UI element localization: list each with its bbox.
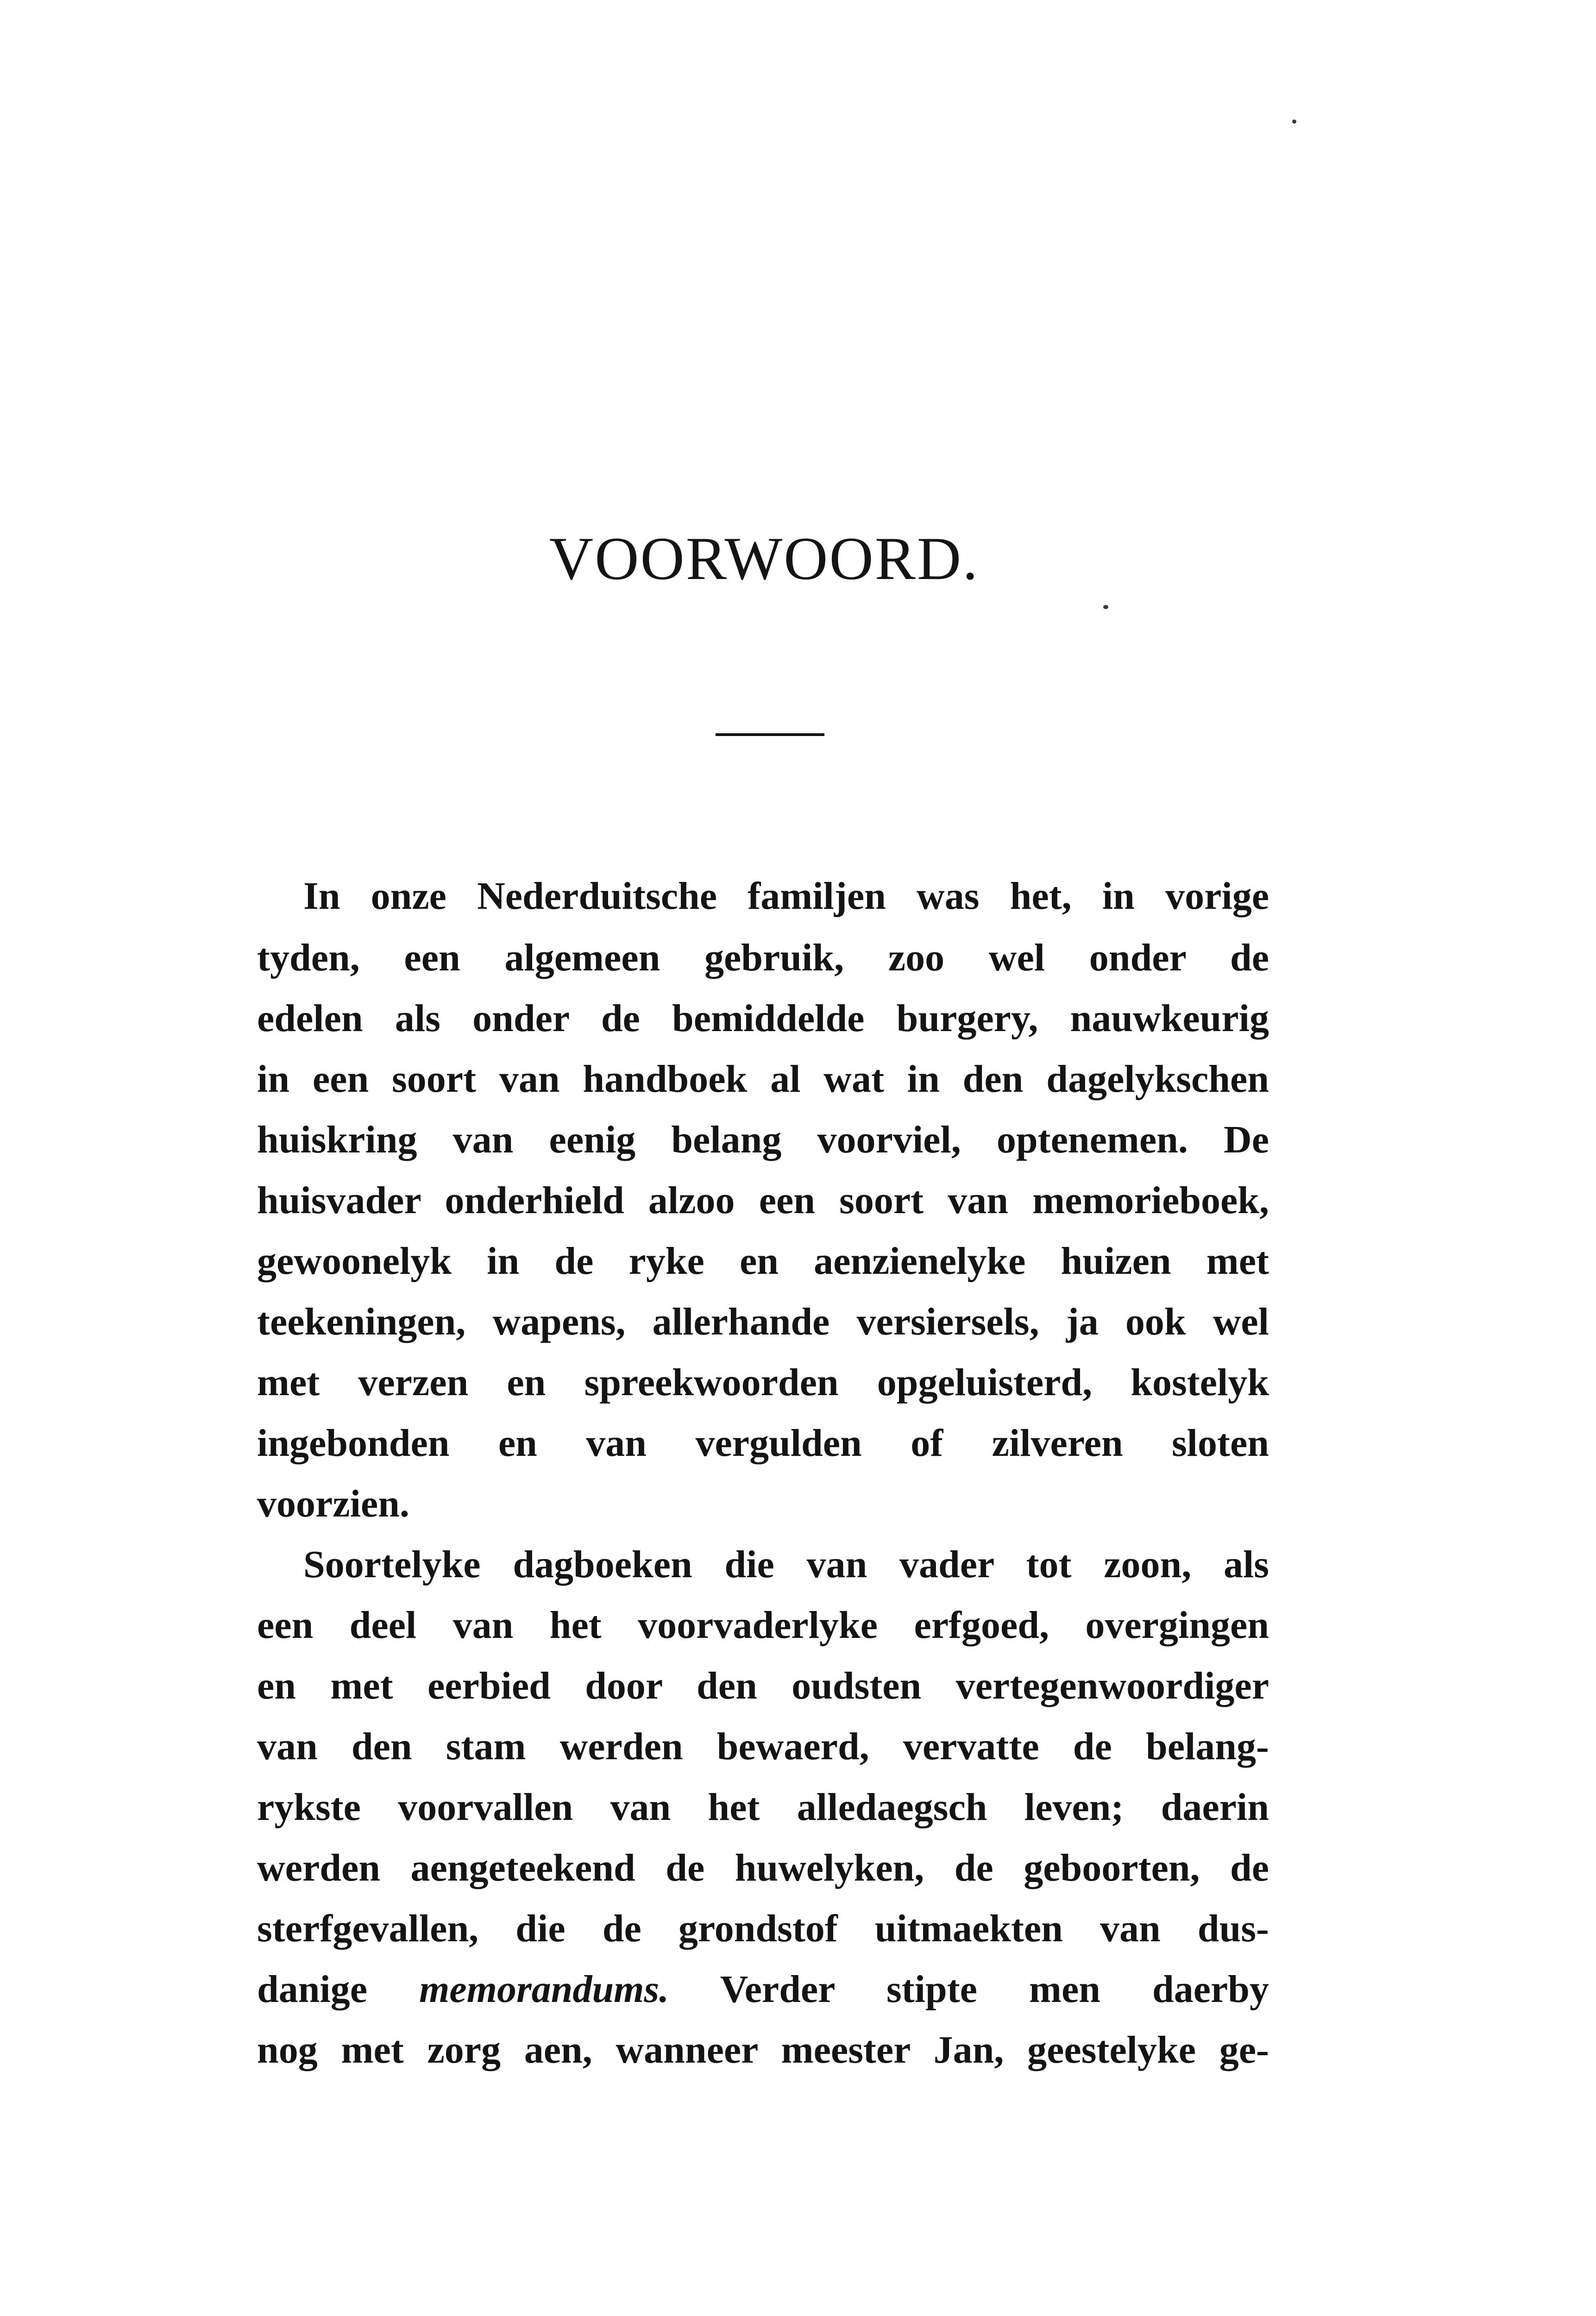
italic-term: memorandums. (419, 1968, 669, 2011)
paragraph-2-line-8 (257, 1970, 1269, 2009)
paragraph-2-line-5: rykste voorvallen van het alledaegsch leven; daerin (257, 1786, 1269, 1829)
paragraph-1-line-8: teekeningen, wapens, allerhande versiersels, ja ook wel (257, 1300, 1269, 1343)
paragraph-2-line-4: van den stam werden bewaerd, vervatte de belang- (257, 1725, 1269, 1768)
paragraph-2-line-3: en met eerbied door den oudsten vertegenwoordiger (257, 1664, 1269, 1707)
paragraph-2-line-2: een deel van het voorvaderlyke erfgoed, overgingen (257, 1604, 1269, 1647)
line-text-before-italic: danige (257, 1968, 420, 2011)
paragraph-2-line-6: werden aengeteekend de huwelyken, de geboorten, de (257, 1846, 1269, 1889)
paragraph-1-line-5: huiskring van eenig belang voorviel, optenemen. De (257, 1118, 1269, 1161)
paragraph-2-line-1: Soortelyke dagboeken die van vader tot zoon, als (303, 1543, 1269, 1586)
line-text-after-italic: Verder stipte men daerby (669, 1968, 1269, 2011)
paragraph-1-line-4: in een soort van handboek al wat in den dagelykschen (257, 1057, 1269, 1101)
paragraph-1-line-9: met verzen en spreekwoorden opgeluisterd, kostelyk (257, 1361, 1269, 1404)
scan-speck (1292, 120, 1296, 124)
paragraph-1-line-1: In onze Nederduitsche familjen was het, in vorige (303, 875, 1269, 918)
heading-divider (716, 733, 824, 736)
paragraph-1-line-7: gewoonelyk in de ryke en aenzienelyke huizen met (257, 1240, 1269, 1283)
paragraph-2-line-7: sterfgevallen, die de grondstof uitmaekten van dus- (257, 1907, 1269, 1950)
paragraph-1-line-3: edelen als onder de bemiddelde burgery, nauwkeurig (257, 997, 1269, 1040)
paragraph-1-line-6: huisvader onderhield alzoo een soort van memorieboek, (257, 1179, 1269, 1222)
page-title: VOORWOORD. (549, 524, 980, 592)
scan-speck (1103, 605, 1108, 609)
paragraph-1-line-11: voorzien. (257, 1482, 409, 1525)
paragraph-1-line-2: tyden, een algemeen gebruik, zoo wel onder de (257, 936, 1269, 979)
paragraph-2-line-9: nog met zorg aen, wanneer meester Jan, geestelyke ge- (257, 2028, 1269, 2071)
paragraph-1-line-10: ingebonden en van vergulden of zilveren sloten (257, 1422, 1269, 1465)
